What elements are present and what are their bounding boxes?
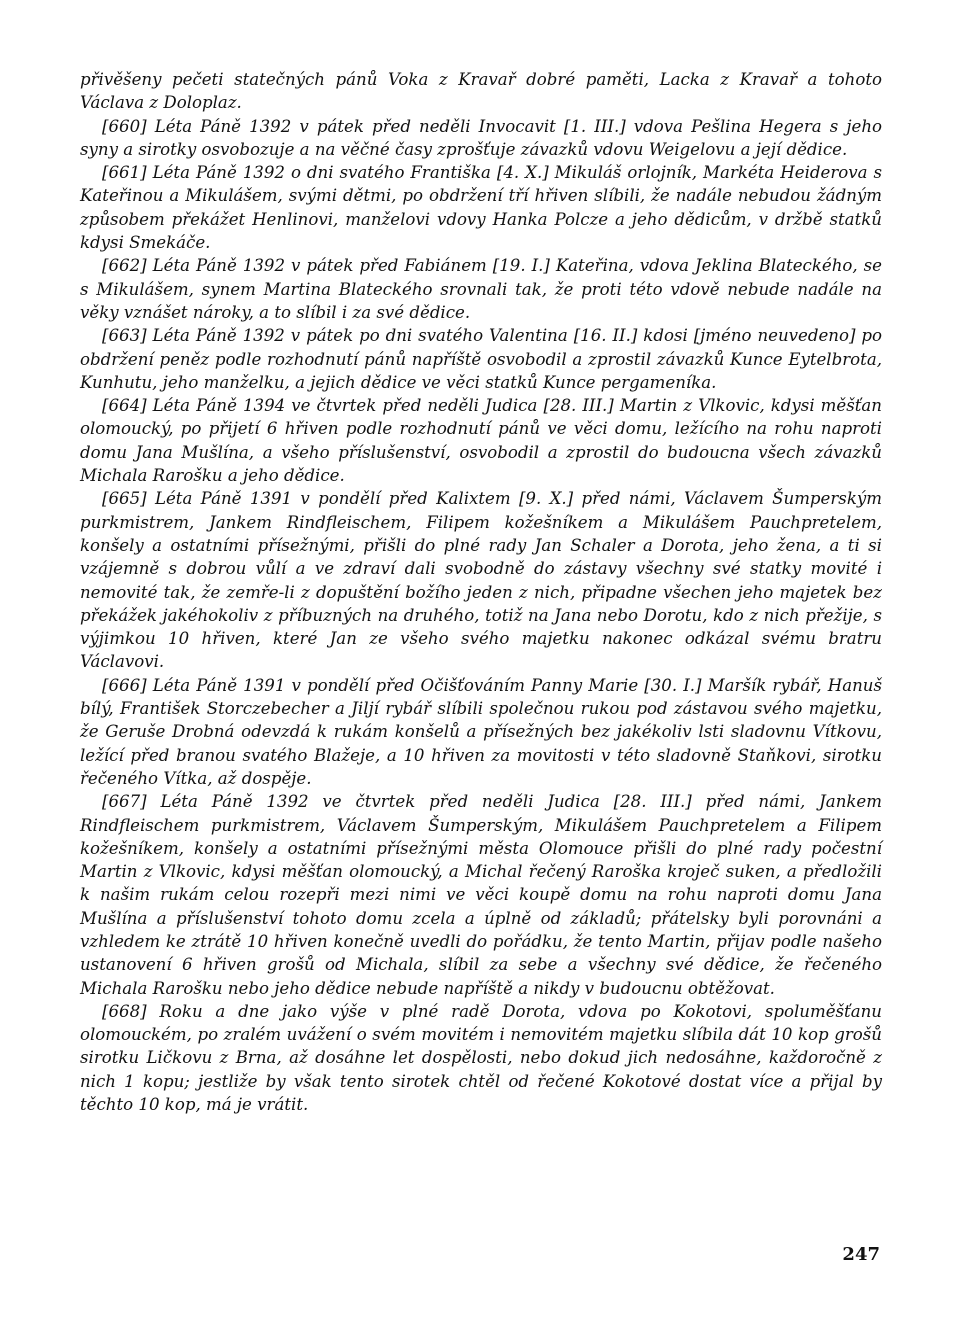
entry-668: [668] Roku a dne jako výše v plné radě Dorota, vdova po Kokotovi, spoluměšťanu olomouckém, po zralém uvážení o svém movitém i nemovitém majetku slíbila dát 10 kop grošů sirotku Ličkovu z Brna, až dosáhne let dospělosti, nebo dokud jich nedosáhne, každoročně z nich 1 kopu; jestliže by však tento sirotek chtěl od řečené Kokotové dostat více a přijal by těchto 10 kop, má je vrátit. <box>80 1001 882 1115</box>
entry-665: [665] Léta Páně 1391 v pondělí před Kalixtem [9. X.] před námi, Václavem Šumperským purkmistrem, Jankem Rindfleischem, Filipem kožešníkem a Mikulášem Pauchpretelem, konšely a ostatními přísežnými, přišli do plné rady Jan Schaler a Dorota, jeho žena, a ti si vzájemně s dobrou vůlí a ve zdraví dali svobodně do zástavy všechny své statky movité i nemovité tak, že zemře-li z dopuštění božího jeden z nich, připadne všechen jeho majetek bez překážek jakéhokoliv z příbuzných na druhého, totiž na Jana nebo Dorotu, kdo z nich přežije, s výjimkou 10 hřiven, které Jan ze všeho svého majetku nakonec odkázal svému bratru Václavovi. <box>80 489 882 672</box>
entry-667: [667] Léta Páně 1392 ve čtvrtek před neděli Judica [28. III.] před námi, Jankem Rindfleischem purkmistrem, Václavem Šumperským, Mikulášem Pauchpretelem a Filipem kožešníkem, konšely a ostatními přísežnými města Olomouce přišli do plné rady počestní Martin z Vlkovic, kdysi měšťan olomoucký, a Michal řečený Raroška kroječ suken, a předložili k našim rukám celou rozepři mezi nimi ve věci koupě domu na rohu naproti domu Jana Mušlína a příslušenství tohoto domu zcela a úplně od základů; přátelsky byli porovnáni a vzhledem ke ztrátě 10 hřiven konečně uvedli do pořádku, že tento Martin, přijav podle našeho ustanovení 6 hřiven grošů od Michala, slíbil za sebe a všechny své dědice, že řečeného Michala Rarošku nebo jeho dědice nebude napříště a nikdy v budoucnu obtěžovat. <box>80 792 882 998</box>
document-body <box>80 68 882 1116</box>
page-number: 247 <box>842 1244 880 1265</box>
entry-664: [664] Léta Páně 1394 ve čtvrtek před neděli Judica [28. III.] Martin z Vlkovic, kdysi měšťan olomoucký, po přijetí 6 hřiven podle rozhodnutí pánů ve věci domu, ležícího na rohu naproti domu Jana Mušlína, a všeho příslušenství, osvobodil a zprostil do budoucna všech závazků Michala Rarošku a jeho dědice. <box>80 396 882 486</box>
entry-662: [662] Léta Páně 1392 v pátek před Fabiánem [19. I.] Kateřina, vdova Jeklina Blateckého, se s Mikulášem, synem Martina Blateckého srovnali tak, že proti této vdově nebude nadále na věky vznášet nároky, a to slíbil i za své dědice. <box>80 256 882 322</box>
paragraph-continuation: přivěšeny pečeti statečných pánů Voka z Kravař dobré paměti, Lacka z Kravař a tohoto Václava z Doloplaz. <box>80 70 882 113</box>
entry-660: [660] Léta Páně 1392 v pátek před neděli Invocavit [1. III.] vdova Pešlina Hegera s jeho syny a sirotky osvobozuje a na věčné časy zprošťuje závazků vdovu Weigelovu a její dědice. <box>80 116 882 159</box>
entry-663: [663] Léta Páně 1392 v pátek po dni svatého Valentina [16. II.] kdosi [jméno neuvedeno] po obdržení peněz podle rozhodnutí pánů napříště osvobodil a zprostil závazků Kunce Eytelbrota, Kunhutu, jeho manželku, a jejich dědice ve věci statků Kunce pergameníka. <box>80 326 882 392</box>
entry-666: [666] Léta Páně 1391 v pondělí před Očišťováním Panny Marie [30. I.] Maršík rybář, Hanuš bílý, František Storczebecher a Jiljí rybář slíbili společnou rukou pod zástavou svého majetku, že Geruše Drobná odevzdá k rukám konšelů a přísežných bez jakékoliv lsti sladovnu Vítkovu, ležící před branou svatého Blažeje, a 10 hřiven za movitosti v této sladovně Staňkovi, sirotku řečeného Vítka, až dospěje. <box>80 675 882 788</box>
entry-661: [661] Léta Páně 1392 o dni svatého Františka [4. X.] Mikuláš orlojník, Markéta Heiderova s Kateřinou a Mikulášem, svými dětmi, po obdržení tří hřiven slíbili, že nadále nebudou žádným způsobem překážet Henlinovi, manželovi vdovy Hanka Polcze a jeho dědicům, v držbě statků kdysi Smekáče. <box>80 163 882 253</box>
